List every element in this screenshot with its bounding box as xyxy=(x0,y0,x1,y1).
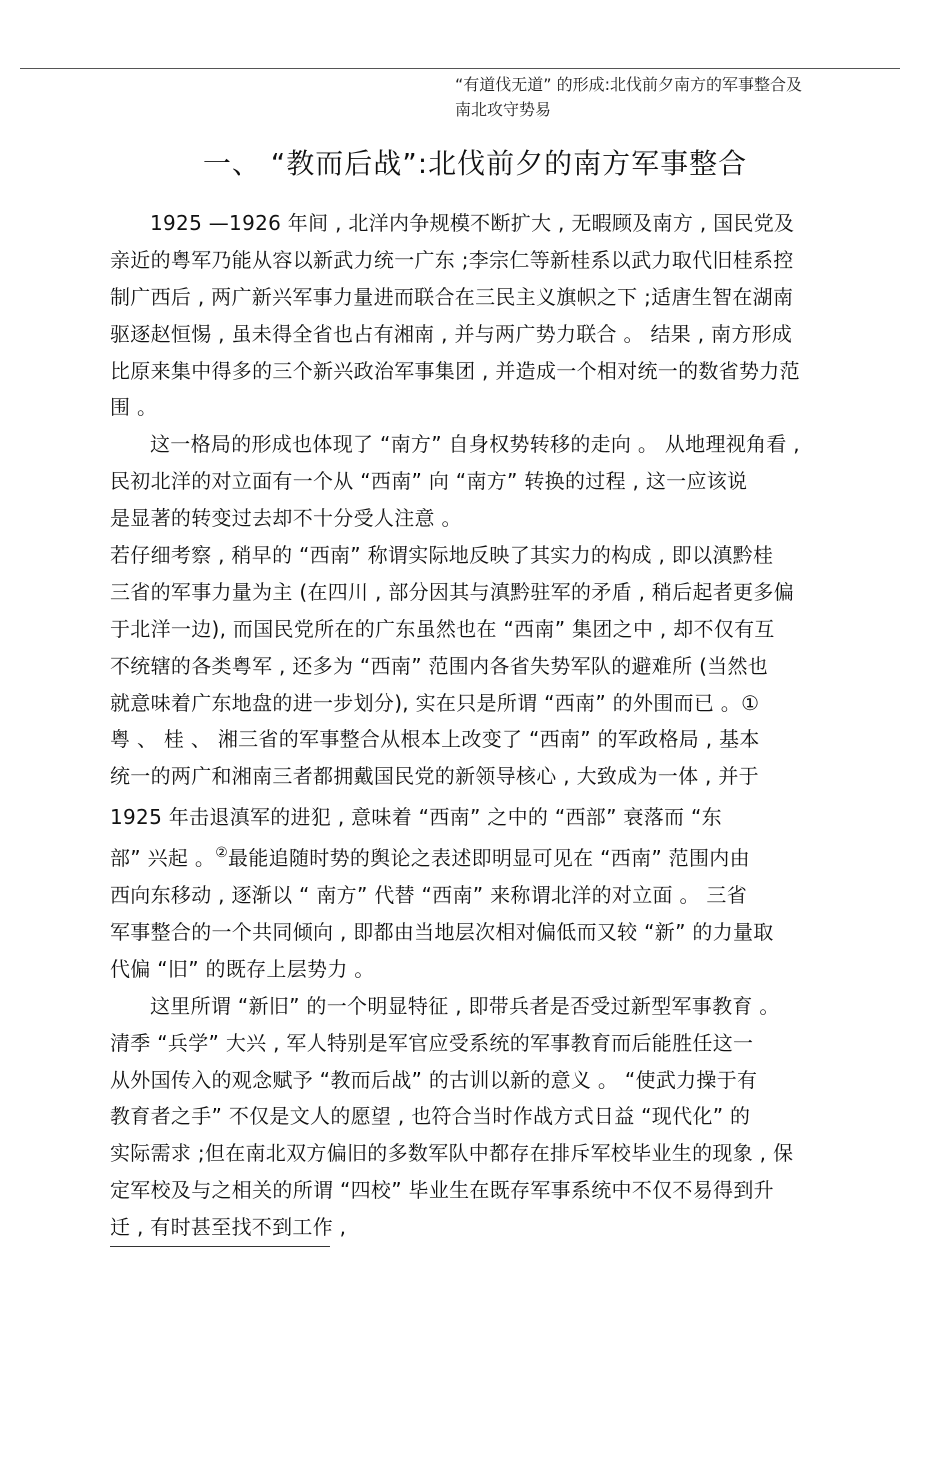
paragraph-line: 粤 、 桂 、 湘三省的军事整合从根本上改变了 “西南” 的军政格局 , 基本 xyxy=(110,727,760,752)
paragraph-line: 围 。 xyxy=(110,395,158,420)
paragraph-line: 比原来集中得多的三个新兴政治军事集团 , 并造成一个相对统一的数省势力范 xyxy=(110,358,800,383)
paragraph-line: 驱逐赵恒惕 , 虽未得全省也占有湘南 , 并与两广势力联合 。 结果 , 南方形成 xyxy=(110,321,793,346)
paragraph-line: 亲近的粤军乃能从容以新武力统一广东 ;李宗仁等新桂系以武力取代旧桂系控 xyxy=(110,247,794,272)
paragraph-fragment: 部” 兴起 。 xyxy=(110,846,216,871)
paragraph-line: 于北洋一边), 而国民党所在的广东虽然也在 “西南” 集团之中 , 却不仅有互 xyxy=(110,616,775,641)
paragraph-line: 若仔细考察 , 稍早的 “西南” 称谓实际地反映了其实力的构成 , 即以滇黔桂 xyxy=(110,543,774,568)
paragraph-line: 三省的军事力量为主 (在四川 , 部分因其与滇黔驻军的矛盾 , 稍后起者更多偏 xyxy=(110,579,795,604)
paragraph-line: 实际需求 ;但在南北双方偏旧的多数军队中都存在排斥军校毕业生的现象 , 保 xyxy=(110,1141,794,1166)
section-title: 一、 “教而后战”:北伐前夕的南方军事整合 xyxy=(202,147,748,180)
paragraph-line: 1925 —1926 年间 , 北洋内争规模不断扩大 , 无暇顾及南方 , 国民党及 xyxy=(150,211,795,235)
paragraph-line: 清季 “兵学” 大兴 , 军人特别是军官应受系统的军事教育而后能胜任这一 xyxy=(110,1030,754,1055)
footnote-rule xyxy=(110,1246,330,1247)
paragraph-line xyxy=(110,840,850,877)
paragraph-line: 就意味着广东地盘的进一步划分), 实在只是所谓 “西南” 的外围而已 。① xyxy=(110,690,760,715)
paragraph-line: 民初北洋的对立面有一个从 “西南” 向 “南方” 转换的过程 , 这一应该说 xyxy=(110,469,748,494)
footnote-marker[interactable]: ② xyxy=(215,845,229,862)
paragraph-fragment: 最能追随时势的舆论之表述即明显可见在 “西南” 范围内由 xyxy=(228,846,750,871)
paragraph-line: 西向东移动 , 逐渐以 “ 南方” 代替 “西南” 来称谓北洋的对立面 。 三省 xyxy=(110,883,748,908)
paragraph-line: 军事整合的一个共同倾向 , 即都由当地层次相对偏低而又较 “新” 的力量取 xyxy=(110,920,774,945)
paragraph-line: 教育者之手” 不仅是文人的愿望 , 也符合当时作战方式日益 “现代化” 的 xyxy=(110,1104,751,1129)
paragraph-line: 是显著的转变过去却不十分受人注意 。 xyxy=(110,506,462,531)
body-text xyxy=(110,205,850,1246)
paragraph-line: 代偏 “旧” 的既存上层势力 。 xyxy=(110,956,375,981)
paragraph-line: 定军校及与之相关的所谓 “四校” 毕业生在既存军事系统中不仅不易得到升 xyxy=(110,1178,774,1203)
paragraph-line: 1925 年击退滇军的进犯 , 意味着 “西南” 之中的 “西部” 衰落而 “东 xyxy=(110,805,722,830)
running-header-line-2: 南北攻守势易 xyxy=(455,100,552,119)
paragraph-line: 这一格局的形成也体现了 “南方” 自身权势转移的走向 。 从地理视角看 , xyxy=(150,432,800,457)
paragraph-line: 迁 , 有时甚至找不到工作 , xyxy=(110,1215,347,1240)
paragraph-line: 制广西后 , 两广新兴军事力量进而联合在三民主义旗帜之下 ;适唐生智在湖南 xyxy=(110,284,794,309)
header-rule xyxy=(20,68,900,69)
paragraph-line: 统一的两广和湘南三者都拥戴国民党的新领导核心 , 大致成为一体 , 并于 xyxy=(110,764,759,789)
paragraph-line: 这里所谓 “新旧” 的一个明显特征 , 即带兵者是否受过新型军事教育 。 xyxy=(150,993,780,1018)
paragraph-line: 从外国传入的观念赋予 “教而后战” 的古训以新的意义 。 “使武力操于有 xyxy=(110,1067,758,1092)
paragraph-line: 不统辖的各类粤军 , 还多为 “西南” 范围内各省失势军队的避难所 (当然也 xyxy=(110,653,769,678)
running-header-line-1: “有道伐无道” 的形成:北伐前夕南方的军事整合及 xyxy=(455,75,803,94)
running-header xyxy=(455,72,875,122)
